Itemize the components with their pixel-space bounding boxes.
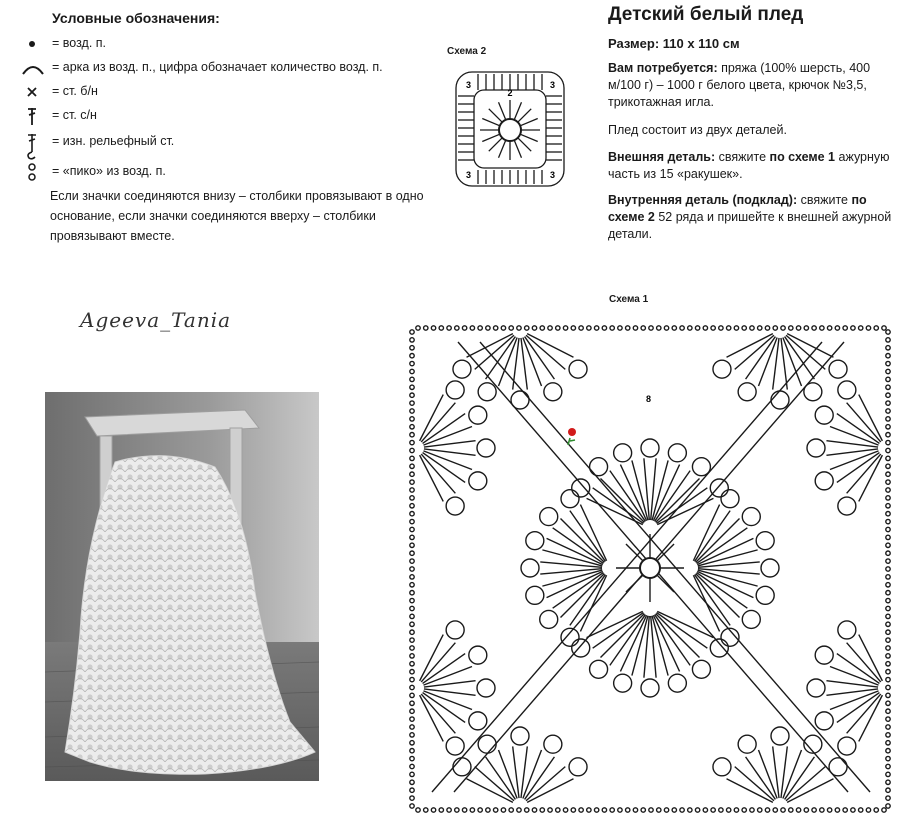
legend-item-text: = изн. рельефный ст. [52, 134, 175, 148]
watermark-signature: Ageeva_Tania [80, 308, 232, 332]
parts-paragraph: Плед состоит из двух деталей. [608, 123, 787, 137]
legend-item-text: = возд. п. [52, 36, 107, 50]
legend-item-double-crochet [22, 106, 422, 126]
materials-label: Вам потребуется: [608, 61, 718, 75]
page-title: Детский белый плед [608, 4, 804, 25]
schema-2-diagram [452, 60, 572, 190]
arc-icon [22, 58, 44, 78]
legend-item-text: = ст. с/н [52, 108, 97, 122]
legend-item-text: = ст. б/н [52, 84, 98, 98]
blanket-photo-image [45, 392, 319, 781]
legend-item-arc [22, 58, 422, 78]
blanket-photo [45, 392, 319, 781]
schema-1-diagram [408, 322, 894, 818]
materials-paragraph [608, 60, 898, 111]
inner-part-text-end: 52 ряда и пришейте к внешней ажурной детали. [608, 210, 892, 241]
schema-2-center-count: 2 [507, 88, 513, 98]
materials-text: пряжа (100% шерсть, 400 м/100 г) – 1000 г белого цвета, крючок №3,5, трикотажная игла. [608, 61, 871, 109]
legend-item-single-crochet [22, 82, 422, 102]
cross-icon [22, 82, 44, 102]
schema-2-arc-count: 3 [550, 80, 556, 90]
schema-2-arc-count: 3 [550, 170, 556, 180]
inner-part-ref: по схеме 2 [608, 193, 867, 224]
schema-2-label: Схема 2 [447, 46, 487, 57]
legend-item-text: = арка из возд. п., цифра обозначает количество возд. п. [52, 60, 383, 74]
outer-part-paragraph [608, 149, 898, 183]
inner-part-text: свяжите [797, 193, 852, 207]
inner-part-label: Внутренняя деталь (подклад): [608, 193, 798, 207]
legend-item-picot [22, 162, 422, 182]
schema-1-top-mark: 8 [646, 394, 652, 404]
schema-2-arc-count: 3 [466, 170, 472, 180]
legend-item-relief [22, 132, 422, 152]
legend-title: Условные обозначения: [52, 10, 220, 26]
schema-2-center-ring [499, 119, 521, 141]
size-line: Размер: 110 x 110 см [608, 36, 740, 51]
outer-part-text-end: ажурную часть из 15 «ракушек». [608, 150, 890, 181]
legend-item-chain [22, 34, 422, 54]
outer-part-ref: по схеме 1 [769, 150, 836, 164]
schema-1-center-ring [640, 558, 660, 578]
picot-icon [22, 162, 44, 186]
legend-note: Если значки соединяются внизу – столбики провязывают в одно основание, если значки соединяются вверху – столбики провязывают вместе. [50, 189, 424, 243]
double-crochet-icon [22, 106, 44, 126]
red-flower-marker [568, 428, 576, 445]
outer-part-label: Внешняя деталь: [608, 150, 716, 164]
relief-stitch-icon [22, 132, 44, 160]
legend-item-text: = «пико» из возд. п. [52, 164, 166, 178]
dot-icon [22, 34, 44, 54]
inner-part-paragraph [608, 192, 898, 243]
outer-part-text: свяжите [715, 150, 770, 164]
schema-1-label: Схема 1 [609, 294, 649, 305]
schema-2-arc-count: 3 [466, 80, 472, 90]
